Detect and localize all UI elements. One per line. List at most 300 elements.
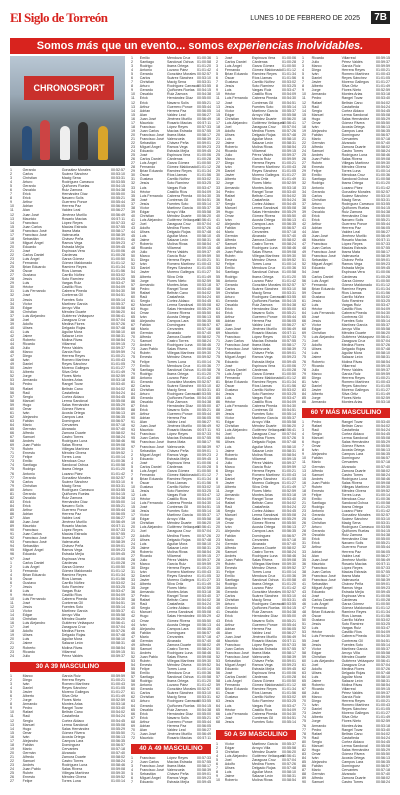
result-time: 00:59:01 <box>375 581 390 586</box>
result-position: 37 <box>131 201 135 206</box>
result-last-name: Ramos Vega <box>341 585 363 590</box>
result-last-name: Jiménez Murillo <box>61 520 87 525</box>
result-first-name: Christian <box>22 617 37 622</box>
result-time: 00:56:05 <box>196 723 211 728</box>
result-time: 00:55:37 <box>196 513 211 518</box>
result-position: 37 <box>216 594 220 599</box>
result-first-name: Adolfo <box>22 629 33 634</box>
result-position: 28 <box>216 557 220 562</box>
result-first-name: Carlos <box>22 172 34 177</box>
result-last-name: Ríos Llamas <box>61 576 82 581</box>
result-first-name: Osvaldo <box>139 707 153 712</box>
result-time: 00:59:52 <box>281 565 296 570</box>
result-position: 2 <box>216 60 218 65</box>
result-first-name: Diego <box>311 68 322 73</box>
result-position: 28 <box>302 529 306 534</box>
result-time: 01:00:28 <box>375 598 390 603</box>
result-first-name: Mauricio <box>22 216 37 221</box>
result-position: 16 <box>131 509 135 514</box>
result-time: 00:57:18 <box>375 768 390 773</box>
result-first-name: Ernesto <box>311 165 325 170</box>
result-last-name: Hernández Díaz <box>166 404 193 409</box>
result-position: 31 <box>10 289 14 294</box>
result-time: 01:00:06 <box>196 153 211 158</box>
result-position: 93 <box>131 428 135 433</box>
result-time: 00:53:47 <box>281 703 296 708</box>
result-position: 37 <box>302 201 306 206</box>
result-first-name: Francisco <box>22 528 39 533</box>
result-last-name: Molina Rivas <box>341 359 363 364</box>
result-time: 00:59:01 <box>196 772 211 777</box>
result-time: 01:00:21 <box>375 375 390 380</box>
result-time: 00:57:18 <box>110 746 125 751</box>
result-time: 00:57:04 <box>110 625 125 630</box>
result-position: 11 <box>10 714 14 719</box>
result-first-name: Felipe <box>22 455 33 460</box>
result-last-name: Campos Lara <box>251 529 274 534</box>
result-position: 14 <box>10 726 14 731</box>
result-last-name: López Reyes <box>166 432 188 437</box>
result-position: 65 <box>131 707 135 712</box>
result-first-name: Omar <box>139 618 149 623</box>
result-position: 8 <box>131 476 133 481</box>
result-last-name: Montes Arias <box>251 493 273 498</box>
result-position: 1 <box>131 756 133 760</box>
result-first-name: Omar <box>22 730 32 735</box>
result-last-name: Alvarado <box>251 541 267 546</box>
result-time: 00:54:45 <box>196 606 211 611</box>
result-time: 00:57:55 <box>110 532 125 537</box>
result-time: 00:59:37 <box>110 653 125 658</box>
result-last-name: Acosta Ortega <box>61 734 85 739</box>
result-first-name: Ulises <box>224 440 235 445</box>
result-position: 48 <box>302 246 306 251</box>
result-position: 46 <box>10 350 14 355</box>
result-time: 00:54:30 <box>281 96 296 101</box>
result-last-name: Herrera Reyes <box>341 68 365 73</box>
result-time: 00:58:39 <box>196 136 211 141</box>
result-position: 57 <box>131 675 135 680</box>
result-last-name: Ramírez Reyes <box>341 610 367 615</box>
result-time: 01:00:50 <box>281 64 296 69</box>
result-position: 8 <box>10 702 12 707</box>
result-time: 00:57:18 <box>196 327 211 332</box>
result-position: 32 <box>131 181 135 186</box>
result-first-name: Ulises <box>22 633 33 638</box>
result-first-name: Raúl <box>311 104 320 109</box>
result-time: 00:58:24 <box>281 242 296 247</box>
result-position: 37 <box>302 565 306 570</box>
result-first-name: Christian <box>139 213 154 218</box>
result-first-name: Luis Alejandro <box>139 217 163 222</box>
result-position: 41 <box>10 329 14 334</box>
result-position: 39 <box>131 209 135 214</box>
result-first-name: Alberto <box>224 177 237 182</box>
results-col-1b <box>10 674 125 786</box>
result-first-name: Mario <box>22 422 32 427</box>
result-position: 3 <box>10 176 12 181</box>
result-time: 00:55:29 <box>281 517 296 522</box>
result-first-name: Óscar <box>139 480 150 485</box>
result-first-name: Diego <box>139 565 150 570</box>
result-position: 56 <box>10 390 14 395</box>
result-position: 19 <box>10 746 14 751</box>
result-position: 7 <box>10 584 12 589</box>
result-position: 14 <box>216 501 220 506</box>
result-last-name: Vargas Ruiz <box>341 626 361 631</box>
result-time: 00:58:17 <box>196 440 211 445</box>
result-last-name: Gutiérrez Velázquez <box>251 754 285 759</box>
result-last-name: Cárdenas <box>341 274 358 279</box>
result-last-name: Salazar León <box>341 679 363 683</box>
result-time: 00:59:30 <box>110 771 125 776</box>
result-position: 50 <box>10 366 14 371</box>
result-last-name: Salazar León <box>251 140 274 145</box>
result-last-name: Medina Flores <box>251 128 275 133</box>
result-last-name: Vargas Ruiz <box>251 88 272 93</box>
result-last-name: Lozano Páez <box>166 68 188 73</box>
result-last-name: Jiménez Murillo <box>251 327 277 332</box>
result-first-name: Germán <box>311 464 325 469</box>
result-last-name: Rodríguez Luna <box>61 763 88 768</box>
results-col-3 <box>216 56 296 728</box>
result-time: 01:00:50 <box>375 602 390 607</box>
result-last-name: Salas Hernández <box>166 306 195 311</box>
result-last-name: Rosario Macías <box>341 561 367 566</box>
section-header-60-plus: 60 Y MÁS MASCULINO <box>302 408 390 418</box>
result-time: 00:55:50 <box>375 444 390 449</box>
result-position: 44 <box>216 622 220 627</box>
result-first-name: Joel <box>224 758 232 763</box>
result-position: 55 <box>216 667 220 672</box>
result-last-name: Moreno Gallegos <box>341 711 369 716</box>
result-first-name: Samuel <box>224 549 237 554</box>
result-position: 3 <box>131 64 133 69</box>
result-time: 00:53:40 <box>375 727 390 732</box>
result-last-name: Castillo Ríos <box>251 92 273 97</box>
result-time: 00:59:23 <box>281 355 296 360</box>
result-first-name: Luis Ángel <box>224 64 242 69</box>
result-position: 52 <box>216 262 220 267</box>
result-last-name: Herrera Paz <box>341 549 361 554</box>
result-last-name: Montes Arias <box>341 92 363 97</box>
result-last-name: Ramírez Reyes <box>166 169 192 174</box>
result-last-name: Zamora Duarte <box>341 468 366 473</box>
result-last-name: Garza Gómez <box>251 371 275 376</box>
result-position: 4 <box>10 572 12 577</box>
result-time: 00:53:25 <box>110 584 125 589</box>
result-position: 3 <box>10 682 12 687</box>
result-position: 62 <box>302 666 306 671</box>
result-time: 00:59:01 <box>196 140 211 145</box>
result-last-name: Arroyo Villa <box>341 650 360 655</box>
result-time: 00:53:18 <box>196 590 211 595</box>
result-last-name: Alvarado <box>166 638 182 643</box>
result-position: 56 <box>131 278 135 283</box>
result-position: 29 <box>10 281 14 286</box>
result-time: 01:01:34 <box>110 265 125 270</box>
result-position: 69 <box>131 331 135 336</box>
result-position: 6 <box>131 468 133 473</box>
result-first-name: Sergio <box>22 718 34 723</box>
result-first-name: Luis Alejandro <box>224 428 248 433</box>
result-position: 19 <box>302 128 306 133</box>
result-position: 24 <box>10 767 14 772</box>
result-position: 11 <box>131 489 135 494</box>
result-position: 19 <box>131 521 135 526</box>
result-position: 28 <box>10 277 14 282</box>
result-first-name: Víctor <box>311 646 322 651</box>
result-time: 01:01:20 <box>281 274 296 279</box>
result-time: 00:56:20 <box>196 521 211 526</box>
result-last-name: Ibarra Ortega <box>251 582 274 587</box>
result-position: 9 <box>131 480 133 485</box>
result-first-name: Joel <box>224 432 232 437</box>
result-position: 19 <box>216 521 220 526</box>
result-first-name: Rafael <box>311 731 323 736</box>
result-last-name: Suárez Sánchez <box>61 479 89 484</box>
result-last-name: Lozano Páez <box>251 278 273 283</box>
result-last-name: Valdez Leal <box>166 727 186 732</box>
result-time: 01:01:56 <box>110 576 125 581</box>
result-position: 85 <box>131 395 135 400</box>
result-last-name: Lozano Páez <box>166 683 188 688</box>
result-first-name: Sebastián <box>139 448 156 453</box>
result-position: 35 <box>131 586 135 591</box>
result-last-name: Ibarra Mata <box>166 132 186 137</box>
result-time: 00:53:25 <box>196 489 211 494</box>
result-first-name: Arthur <box>139 412 150 417</box>
result-first-name: Iván <box>139 315 147 319</box>
result-time: 00:58:54 <box>281 778 296 783</box>
result-time: 00:54:51 <box>281 408 296 413</box>
result-position: 6 <box>302 76 304 81</box>
result-position: 2 <box>131 452 133 457</box>
result-first-name: Francisco <box>224 335 241 340</box>
result-first-name: Jesús <box>22 297 33 302</box>
result-last-name: Macig Sena <box>61 176 81 181</box>
result-position: 81 <box>302 743 306 748</box>
result-last-name: Fuentes Soto <box>251 719 274 724</box>
result-first-name: Francisco <box>139 756 156 760</box>
result-last-name: Salazar León <box>61 333 83 338</box>
result-time: 00:54:02 <box>281 193 296 198</box>
result-position: 63 <box>216 699 220 704</box>
result-time: 01:01:12 <box>375 606 390 611</box>
result-time: 00:57:04 <box>196 529 211 534</box>
result-first-name: Gerardo <box>224 606 238 611</box>
result-first-name: Raúl <box>224 505 233 510</box>
result-position: 90 <box>10 528 14 533</box>
result-first-name: José <box>224 671 233 676</box>
result-last-name: Gómez Rivera <box>61 730 85 735</box>
result-position: 27 <box>216 161 220 166</box>
result-time: 00:59:23 <box>196 776 211 781</box>
result-time: 00:54:38 <box>281 610 296 615</box>
result-first-name: Gerardo <box>139 395 153 400</box>
result-last-name: Ibarra Mata <box>166 440 186 445</box>
result-position: 13 <box>10 722 14 727</box>
result-last-name: Vargas Ruiz <box>251 703 272 708</box>
result-last-name: Ibarra Ortega <box>166 371 189 376</box>
result-time: 00:55:14 <box>375 642 390 647</box>
result-last-name: Campos Lara <box>166 319 189 324</box>
result-last-name: Torres Luna <box>341 169 361 174</box>
result-last-name: Ramírez Reyes <box>251 687 277 692</box>
result-position: 7 <box>302 80 304 85</box>
result-position: 11 <box>302 460 306 465</box>
result-first-name: Carlos Daniel <box>311 598 334 603</box>
result-first-name: Javier <box>311 711 322 716</box>
result-position: 24 <box>10 261 14 266</box>
result-last-name: Hernández Díaz <box>166 711 193 716</box>
result-position: 74 <box>302 351 306 356</box>
result-position: 48 <box>131 246 135 251</box>
result-position: 35 <box>216 586 220 591</box>
result-position: 26 <box>10 775 14 780</box>
result-first-name: Francisco José <box>22 228 47 233</box>
result-position: 82 <box>216 383 220 388</box>
result-first-name: Jorge <box>224 181 234 186</box>
result-time: 00:53:55 <box>281 602 296 607</box>
result-position: 2 <box>302 424 304 429</box>
result-first-name: Adrian <box>22 204 34 209</box>
result-time: 00:58:31 <box>110 333 125 338</box>
result-first-name: Erick <box>224 310 233 315</box>
result-first-name: Miguel Ángel <box>22 548 44 553</box>
result-last-name: Campos Lara <box>341 128 364 133</box>
result-position: 9 <box>10 706 12 711</box>
result-position: 33 <box>216 185 220 190</box>
result-last-name: Lerma Sandoval <box>341 112 368 117</box>
result-last-name: Castañeda <box>61 714 80 719</box>
result-last-name: Cabrera Pineda <box>251 711 278 716</box>
result-position: 26 <box>216 549 220 554</box>
result-last-name: Alvarado <box>341 772 356 777</box>
result-first-name: Juan Carlos <box>224 646 244 651</box>
result-position: 59 <box>10 402 14 407</box>
result-first-name: Gerardo <box>311 205 325 210</box>
result-first-name: Francisco José <box>139 768 164 773</box>
result-first-name: Santiago <box>224 578 239 583</box>
result-time: 00:55:44 <box>110 507 125 512</box>
result-last-name: Guerrero Ponce <box>166 104 193 109</box>
result-position: 14 <box>131 108 135 113</box>
result-position: 3 <box>216 456 218 461</box>
result-time: 00:59:01 <box>375 258 390 263</box>
result-position: 90 <box>302 780 306 785</box>
result-last-name: Gómez Maldonado <box>166 165 198 170</box>
result-time: 00:58:10 <box>281 444 296 449</box>
result-last-name: Suárez Sánchez <box>251 594 279 599</box>
result-time: 00:55:58 <box>375 650 390 655</box>
result-time: 00:56:35 <box>375 452 390 457</box>
result-time: 00:59:37 <box>196 557 211 562</box>
result-position: 95 <box>131 436 135 441</box>
result-time: 00:54:15 <box>281 298 296 303</box>
result-time: 00:58:39 <box>196 768 211 773</box>
result-position: 34 <box>216 582 220 587</box>
result-first-name: Adrian <box>139 723 151 728</box>
result-first-name: Manuel <box>22 398 35 403</box>
result-position: 28 <box>131 557 135 562</box>
result-last-name: Alvarado <box>166 331 182 336</box>
result-last-name: Delgado Rojas <box>251 440 276 445</box>
result-time: 00:57:18 <box>375 460 390 465</box>
result-time: 00:56:35 <box>196 319 211 324</box>
result-position: 59 <box>302 290 306 295</box>
result-time: 00:56:27 <box>375 553 390 558</box>
result-time: 00:53:18 <box>281 493 296 498</box>
result-position: 29 <box>216 169 220 174</box>
result-time: 00:55:58 <box>375 327 390 332</box>
result-position: 6 <box>131 776 133 781</box>
result-last-name: Hernández Díaz <box>61 192 88 197</box>
result-last-name: Arroyo Villa <box>251 746 271 751</box>
result-position: 61 <box>302 662 306 667</box>
result-first-name: Mario <box>22 746 32 751</box>
result-position: 10 <box>10 710 14 715</box>
result-first-name: Germán <box>224 541 238 546</box>
result-first-name: Osvaldo <box>224 302 238 307</box>
result-position: 1 <box>10 168 12 172</box>
result-last-name: Silva Ortiz <box>251 484 269 489</box>
result-position: 69 <box>10 443 14 448</box>
result-time: 00:53:31 <box>196 387 211 392</box>
result-last-name: Romero Martínez <box>166 569 195 574</box>
result-first-name: Omar <box>311 751 321 756</box>
result-last-name: Espinoza Vera <box>341 270 365 275</box>
result-last-name: Reyes Sánchez <box>251 169 278 174</box>
result-last-name: Méndez Duarte <box>61 309 87 314</box>
result-time: 00:55:14 <box>281 412 296 417</box>
result-last-name: Ibarra Ortega <box>341 181 363 186</box>
result-time: 00:54:51 <box>281 100 296 105</box>
result-time: 01:01:05 <box>110 686 125 691</box>
result-time: 00:59:08 <box>110 443 125 448</box>
result-first-name: Luis Ángel <box>139 468 157 473</box>
result-time: 00:54:02 <box>110 386 125 391</box>
result-time: 01:00:06 <box>375 270 390 275</box>
result-first-name: Carlos <box>139 691 151 696</box>
result-first-name: Francisco José <box>22 540 47 545</box>
result-time: 00:53:55 <box>196 391 211 396</box>
result-last-name: Lozano Páez <box>341 185 363 190</box>
section-header-30-39: 30 A 39 MASCULINO <box>10 662 125 672</box>
result-time: 01:00:50 <box>110 564 125 569</box>
result-position: 24 <box>131 149 135 154</box>
result-first-name: Rodrigo <box>139 371 153 376</box>
result-last-name: Hernández Díaz <box>166 96 193 101</box>
result-first-name: Joel <box>22 317 30 322</box>
result-last-name: Villegas Martínez <box>166 658 195 663</box>
result-last-name: Rosario Macías <box>61 524 87 529</box>
result-position: 61 <box>216 691 220 696</box>
result-time: 00:58:46 <box>110 763 125 768</box>
result-first-name: Roberto <box>224 145 238 150</box>
results-col-2 <box>131 56 211 742</box>
result-last-name: Macías Estrada <box>251 339 277 344</box>
result-position: 72 <box>216 343 220 348</box>
result-time: 00:52:57 <box>110 168 125 172</box>
result-last-name: Garza Gómez <box>166 161 190 166</box>
result-last-name: Moreno Gallegos <box>251 480 280 485</box>
result-time: 00:53:25 <box>375 622 390 627</box>
section-header-50-59: 50 A 59 MASCULINO <box>216 730 296 740</box>
result-position: 17 <box>10 738 14 743</box>
result-first-name: Christian <box>224 424 239 429</box>
result-last-name: Salas Rivera <box>341 480 362 485</box>
